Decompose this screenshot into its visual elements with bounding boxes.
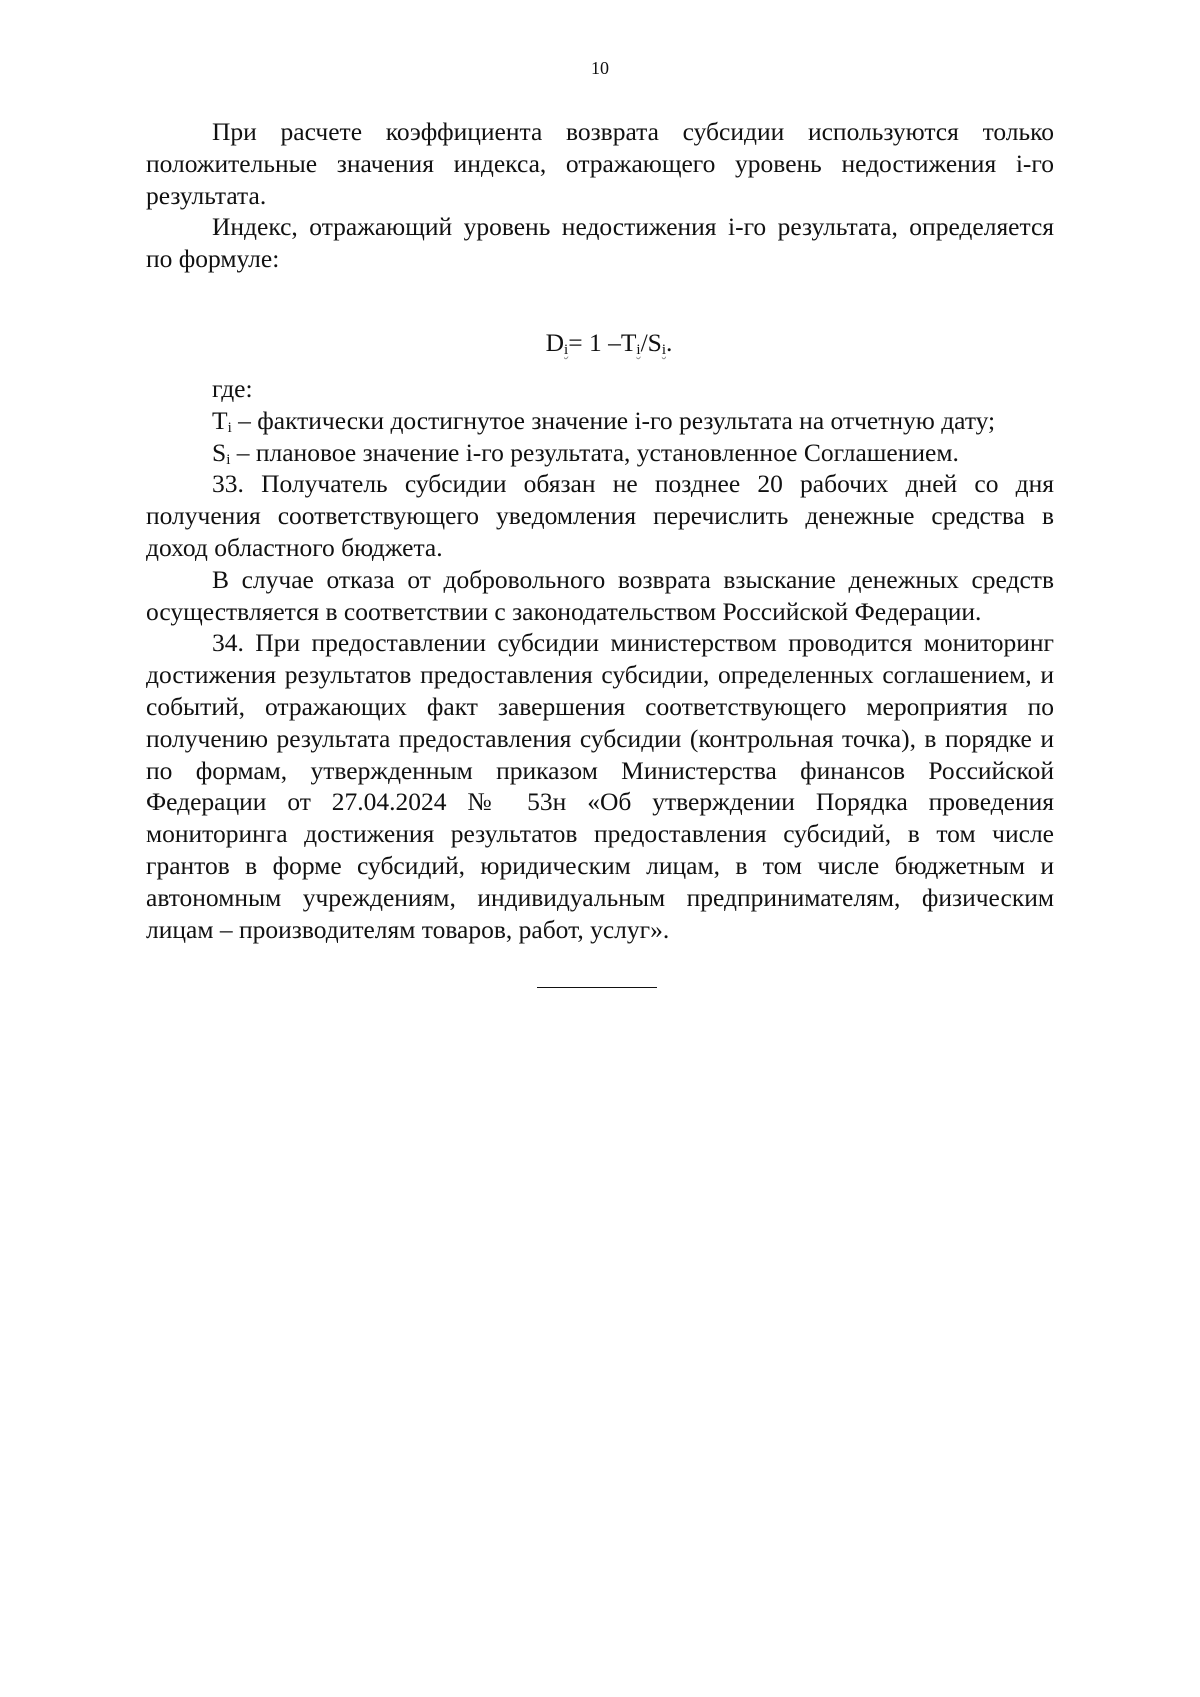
formula <box>146 327 1054 359</box>
paragraph-index-intro: Индекс, отражающий уровень недостижения i-го результата, определяется по формуле: <box>146 212 1054 274</box>
formula-slash: / <box>640 327 648 357</box>
paragraph-return-coefficient: При расчете коэффициента возврата субсидии используются только положительные значения индекса, отражающего уровень недостижения i-го результата. <box>146 117 1054 210</box>
paragraph-33-refusal: В случае отказа от добровольного возврата взыскание денежных средств осуществляется в соответствии с законодательством Российской Федерации. <box>146 564 1054 626</box>
paragraph-34: 34. При предоставлении субсидии министерством проводится мониторинг достижения результатов предоставления субсидии, определенных соглашением, и событий, отражающих факт завершения соответствующего мероприятия по получению результата предоставления субсидии (контрольная точка), в порядке и по формам, утвержденным приказом Министерства финансов Российской Федерации от 27.04.2024 № 53н «Об утверждении Порядка проведения мониторинга достижения результатов предоставления субсидий, в том числе грантов в форме субсидий, юридическим лицам, в том числе бюджетным и автономным учреждениям, индивидуальным предпринимателям, физическим лицам – производителям товаров, работ, услуг». <box>146 628 1054 944</box>
definition-t: $T_i$ – фактически достигнутое значение i-го результата на отчетную дату; <box>212 405 996 436</box>
page-number: 10 <box>591 58 609 78</box>
paragraph-where: где: <box>212 373 253 403</box>
formula-s: $S_i$ <box>647 327 667 358</box>
formula-d: $D_i$ <box>545 327 569 358</box>
document-body <box>146 116 1054 945</box>
definition-s: $S_i$ – плановое значение i-го результата, установленное Соглашением. <box>212 437 959 468</box>
formula-t: $T_i$ <box>620 327 641 358</box>
formula-equals: = 1 – <box>568 327 621 357</box>
end-divider <box>537 987 657 988</box>
paragraph-33: 33. Получатель субсидии обязан не позднее 20 рабочих дней со дня получения соответствующего уведомления перечислить денежные средства в доход областного бюджета. <box>146 469 1054 562</box>
formula-end: . <box>666 327 673 357</box>
